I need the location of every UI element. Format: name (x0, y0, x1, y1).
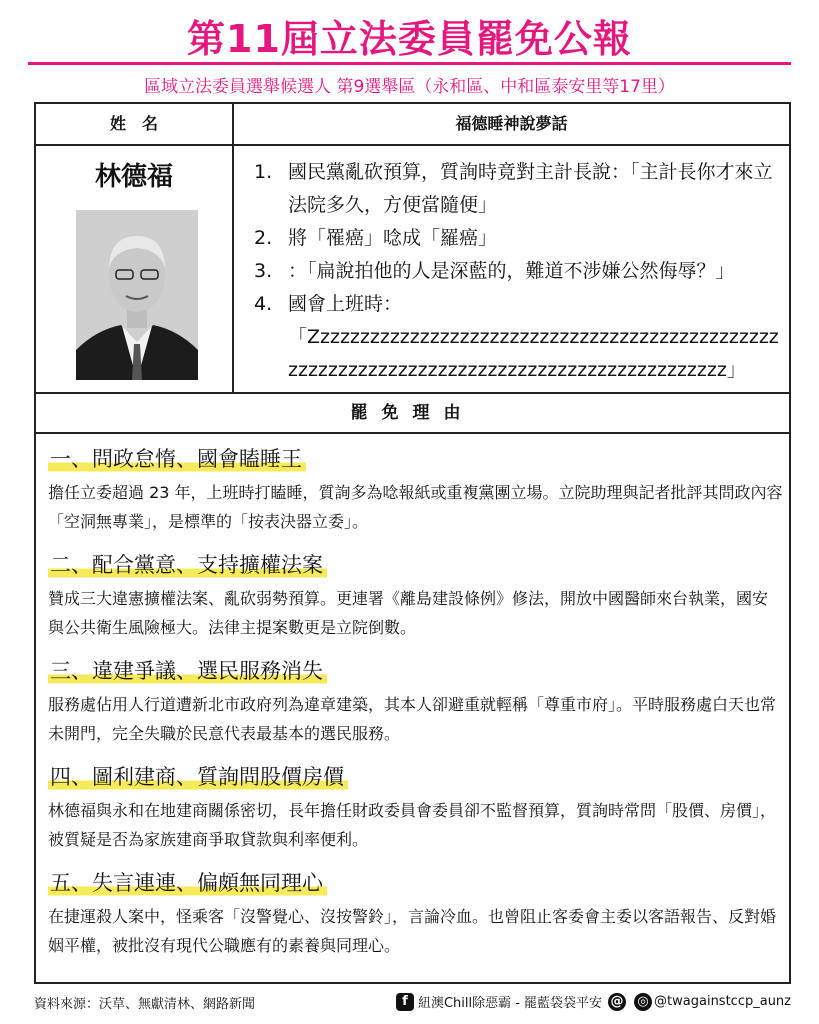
name-column-header: 姓 名 (109, 114, 158, 133)
list-item: 3. ：「扁說拍他的人是深藍的，難道不涉嫌公然侮辱？」 (254, 260, 735, 282)
reason-item (48, 656, 783, 762)
reason-body: 贊成三大違憲擴權法案、亂砍弱勢預算。更連署《離島建設條例》修法，開放中國醫師來台執業，國安與公共衛生風險極大。法律主提案數更是立院倒數。 (48, 589, 769, 637)
reason-title: 一、問政怠惰、國會瞌睡王 (48, 444, 306, 474)
footer-handle[interactable]: @twagainstccp_aunz (654, 994, 791, 1009)
list-item: 4. 國會上班時： (254, 293, 403, 315)
quotes-column-header: 福德睡神說夢話 (455, 114, 568, 133)
page-subtitle: 區域立法委員選舉候選人 第9選舉區（永和區、中和區泰安里等17里） (144, 77, 675, 97)
reason-body: 服務處佔用人行道遭新北市政府列為違章建築，其本人卻避重就輕稱「尊重市府」。平時服務處白天也常未開門，完全失職於民意代表最基本的選民服務。 (48, 695, 777, 743)
column-divider (232, 104, 234, 394)
source-note: 資料來源：沃草、無獻清林、網路新聞 (34, 997, 256, 1012)
title-divider (28, 62, 791, 65)
reason-item (48, 550, 783, 656)
page-title: 第11屆立法委員罷免公報 (187, 17, 632, 61)
reason-title: 三、違建爭議、選民服務消失 (48, 656, 327, 686)
candidate-name: 林德福 (94, 162, 173, 192)
reasons-section (48, 444, 783, 974)
reason-item (48, 868, 783, 974)
table-header-row (36, 104, 789, 146)
reason-title: 五、失言連連、偏頗無同理心 (48, 868, 327, 898)
reason-title: 四、圖利建商、質詢問股價房價 (48, 762, 348, 792)
list-item: 2. 將「罹癌」唸成「羅癌」 (254, 227, 498, 249)
list-item: 1. 國民黨亂砍預算，質詢時竟對主計長說：「主計長你才來立法院多久，方便當隨便」 (254, 161, 773, 216)
facebook-icon[interactable]: f (396, 993, 414, 1011)
instagram-icon[interactable]: ◎ (634, 993, 652, 1011)
reason-item (48, 444, 783, 550)
footer-credits (396, 992, 791, 1011)
list-item: 「Zzzzzzzzzzzzzzzzzzzzzzzzzzzzzzzzzzzzzzzzzzzzzzzzzzzzzzzzzzzzzzzzzzzzzzzzzzzzzzzzzzzzzzzzzzz」 (288, 326, 779, 381)
threads-icon[interactable]: @ (608, 993, 626, 1011)
reason-item (48, 762, 783, 868)
reason-body: 在捷運殺人案中，怪乘客「沒警覺心、沒按警鈴」，言論冷血。也曾阻止客委會主委以客語報告、反對婚姻平權，被批沒有現代公職應有的素養與同理心。 (48, 907, 777, 955)
quotes-list (254, 156, 784, 387)
reasons-header: 罷免理由 (36, 392, 789, 434)
reason-title: 二、配合黨意、支持擴權法案 (48, 550, 327, 580)
candidate-photo (76, 210, 198, 380)
reason-body: 擔任立委超過 23 年，上班時打瞌睡，質詢多為唸報紙或重複黨團立場。立院助理與記者批評其問政內容「空洞無專業」，是標準的「按表決器立委」。 (48, 483, 783, 531)
page-footer (34, 990, 791, 1014)
portrait-icon (76, 210, 198, 380)
reason-body: 林德福與永和在地建商關係密切，長年擔任財政委員會委員卻不監督預算，質詢時常問「股價、房價」，被質疑是否為家族建商爭取貸款與利率便利。 (48, 801, 777, 849)
info-table (34, 102, 791, 984)
footer-credit: 紐澳Chill除惡霸 - 罷藍袋袋平安 (417, 996, 603, 1011)
